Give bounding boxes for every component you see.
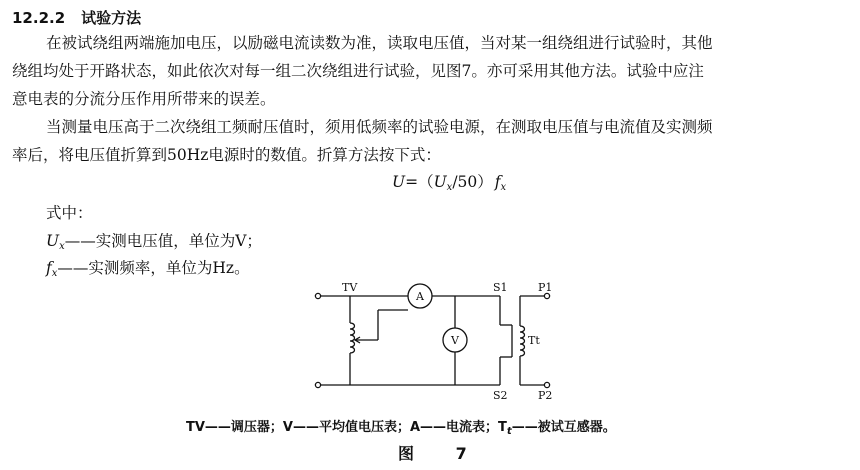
where-item-description: ——实测频率，单位为Hz。	[57, 259, 250, 277]
input-terminal-top	[315, 293, 320, 298]
p1-label: P1	[538, 281, 553, 294]
s1-label: S1	[493, 281, 508, 294]
ammeter-label: A	[416, 290, 424, 303]
figure-label: 图 7	[398, 444, 485, 463]
where-item-symbol: f	[46, 259, 52, 277]
figure-caption	[186, 418, 616, 442]
p2-label: P2	[538, 389, 553, 402]
formula-ux: U	[433, 173, 447, 191]
paragraph-2-line-1: 当测量电压高于二次绕组工频耐压值时，须用低频率的试验电源，在测取电压值与电流值及实测频	[46, 118, 713, 136]
regulator-coil	[350, 323, 355, 353]
formula-fx-subscript: x	[500, 182, 507, 193]
caption-text-end: ——被试互感器。	[511, 420, 616, 435]
where-label: 式中：	[46, 204, 93, 222]
section-heading	[12, 8, 141, 28]
formula-open-paren: （	[418, 173, 434, 191]
paragraph-1-line-1: 在被试绕组两端施加电压，以励磁电流读数为准，读取电压值，当对某一组绕组进行试验时，其他	[46, 34, 713, 52]
caption-text-start: TV——调压器；V——平均值电压表；A——电流表；T	[186, 420, 507, 435]
transformer-primary-coil	[520, 326, 525, 356]
where-item-description: ——实测电压值，单位为V；	[64, 232, 262, 250]
test-circuit-diagram	[300, 278, 580, 408]
paragraph-1-line-2: 绕组均处于开路状态，如此依次对每一组二次绕组进行试验，见图7。亦可采用其他方法。试验中应注	[12, 62, 704, 80]
section-number: 12.2.2	[12, 9, 66, 27]
conversion-formula	[392, 172, 506, 198]
p1-terminal	[544, 293, 549, 298]
input-terminal-bottom	[315, 382, 320, 387]
where-item-fx	[46, 258, 250, 284]
caption-subscript: t	[506, 426, 512, 437]
formula-lhs: U	[392, 173, 406, 191]
paragraph-1-line-3: 意电表的分流分压作用所带来的误差。	[12, 90, 276, 108]
formula-divisor: /50	[452, 173, 478, 191]
formula-equals: =	[405, 173, 419, 191]
where-item-symbol: U	[46, 232, 60, 250]
where-item-ux	[46, 231, 262, 257]
section-title: 试验方法	[81, 9, 142, 27]
where-item-subscript: x	[51, 268, 58, 279]
p2-terminal	[544, 382, 549, 387]
tt-label: Tt	[528, 334, 540, 347]
where-item-subscript: x	[59, 241, 65, 252]
formula-ux-subscript: x	[446, 182, 453, 193]
s2-label: S2	[493, 389, 508, 402]
formula-fx: f	[494, 173, 501, 191]
tv-label: TV	[342, 281, 358, 294]
voltmeter-label: V	[451, 334, 459, 347]
paragraph-2-line-2: 率后，将电压值折算到50Hz电源时的数值。折算方法按下式：	[12, 146, 441, 164]
formula-close-paren: ）	[477, 173, 493, 191]
